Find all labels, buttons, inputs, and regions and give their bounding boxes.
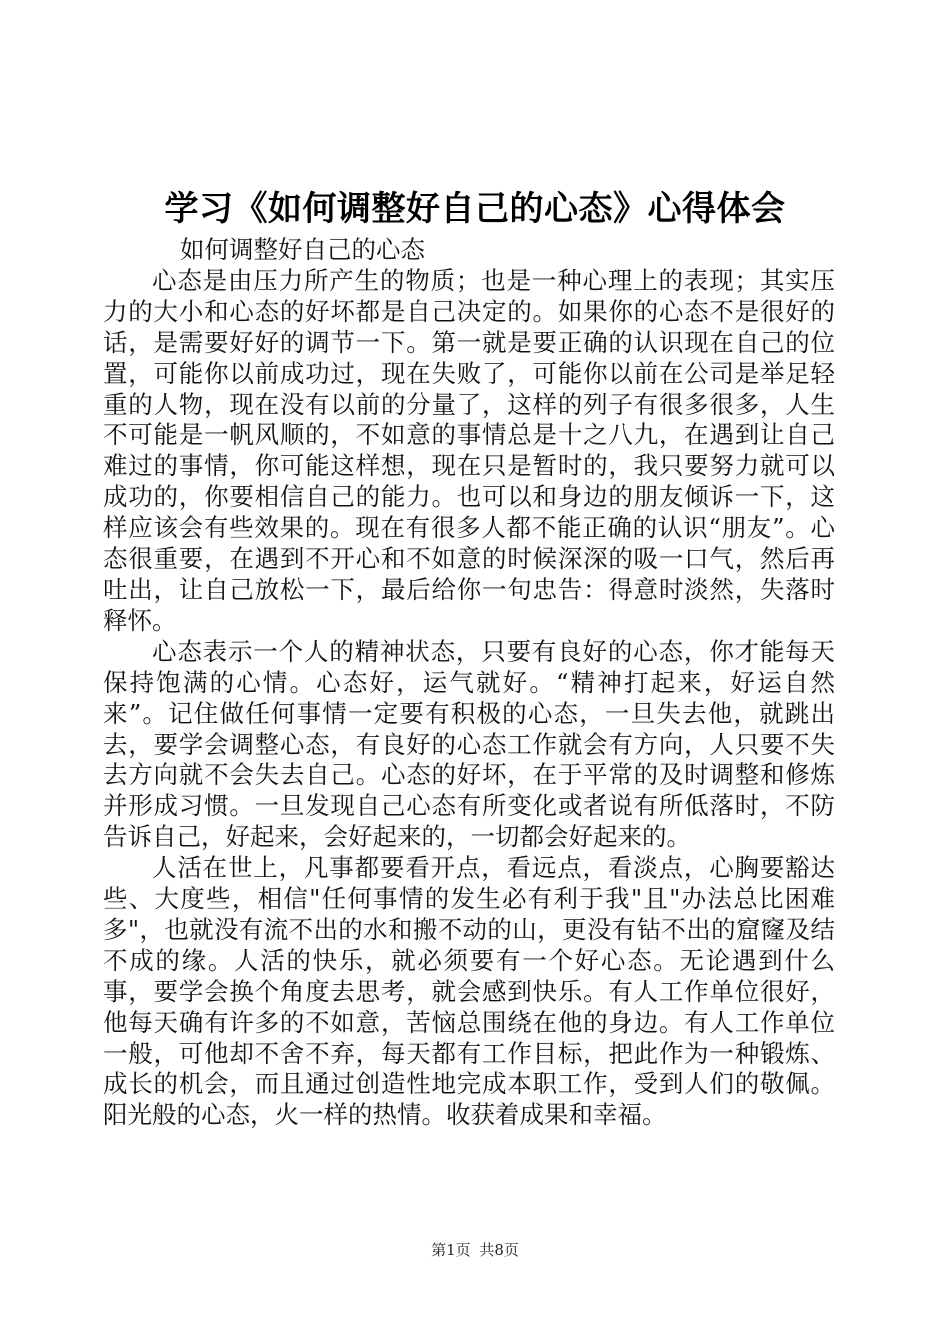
paragraph-3: 人活在世上，凡事都要看开点，看远点，看淡点，心胸要豁达些、大度些，相信"任何事情的发生必有利于我"且"办法总比困难多"，也就没有流不出的水和搬不动的山，更没有钻不出的窟窿及结不成的缘。人活的快乐，就必须要有一个好心态。无论遇到什么事，要学会换个角度去思考，就会感到快乐。有人工作单位很好，他每天确有许多的不如意，苦恼总围绕在他的身边。有人工作单位一般，可他却不舍不弃，每天都有工作目标，把此作为一种锻炼、成长的机会，而且通过创造性地完成本职工作，受到人们的敬佩。阳光般的心态，火一样的热情。收获着成果和幸福。 bbox=[103, 853, 835, 1130]
document-subtitle: 如何调整好自己的心态 bbox=[180, 235, 425, 264]
paragraph-2: 心态表示一个人的精神状态，只要有良好的心态，你才能每天保持饱满的心情。心态好，运气就好。“精神打起来，好运自然来”。记住做任何事情一定要有积极的心态，一旦失去他，就跳出去，要学会调整心态，有良好的心态工作就会有方向，人只要不失去方向就不会失去自己。心态的好坏，在于平常的及时调整和修炼并形成习惯。一旦发现自己心态有所变化或者说有所低落时，不防告诉自己，好起来，会好起来的，一切都会好起来的。 bbox=[103, 636, 835, 852]
page-footer bbox=[0, 1240, 950, 1260]
paragraph-1: 心态是由压力所产生的物质；也是一种心理上的表现；其实压力的大小和心态的好坏都是自己决定的。如果你的心态不是很好的话，是需要好好的调节一下。第一就是要正确的认识现在自己的位置，可能你以前成功过，现在失败了，可能你以前在公司是举足轻重的人物，现在没有以前的分量了，这样的列子有很多很多，人生不可能是一帆风顺的，不如意的事情总是十之八九，在遇到让自己难过的事情，你可能这样想，现在只是暂时的，我只要努力就可以成功的，你要相信自己的能力。也可以和身边的朋友倾诉一下，这样应该会有些效果的。现在有很多人都不能正确的认识“朋友”。心态很重要，在遇到不开心和不如意的时候深深的吸一口气，然后再吐出，让自己放松一下，最后给你一句忠告：得意时淡然，失落时释怀。 bbox=[103, 265, 835, 635]
document-body bbox=[103, 235, 835, 1131]
document-title: 学习《如何调整好自己的心态》心得体会 bbox=[164, 189, 786, 229]
page-total: 共8页 bbox=[479, 1241, 519, 1259]
page-number: 第1页 bbox=[431, 1241, 471, 1259]
